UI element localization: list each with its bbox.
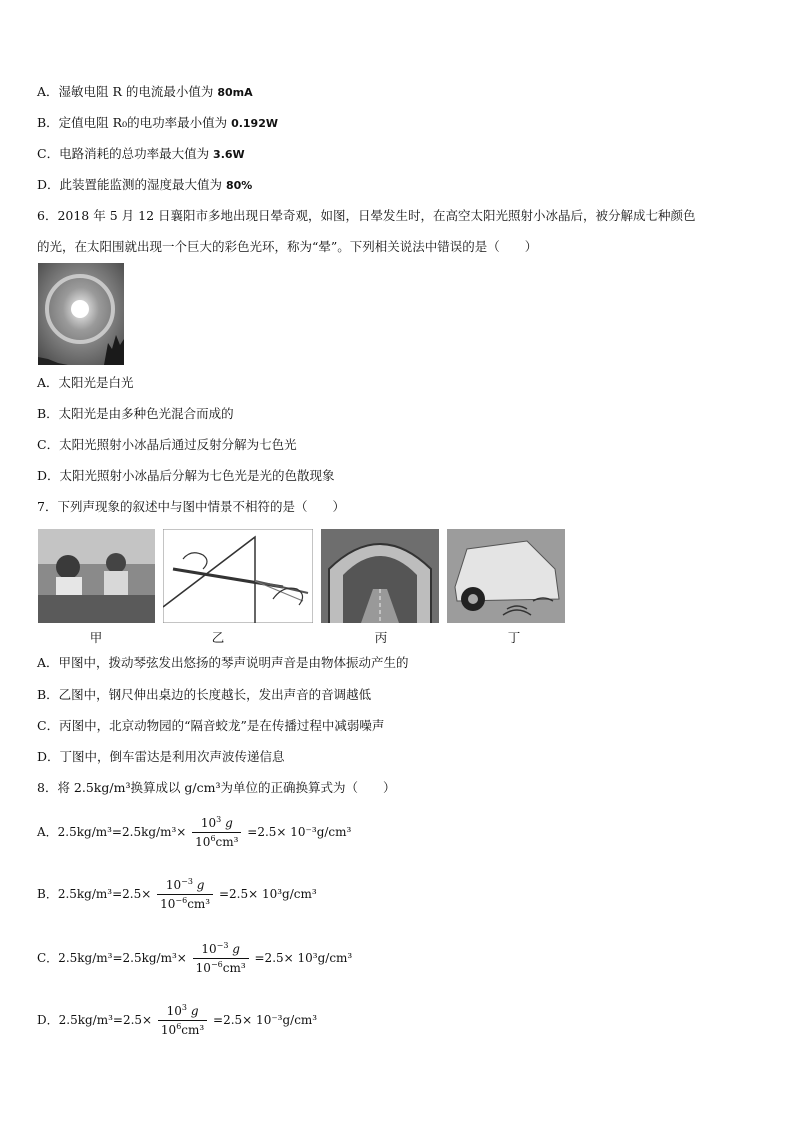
q7-option-b: B．乙图中，钢尺伸出桌边的长度越长，发出声音的音调越低 bbox=[37, 687, 372, 702]
q8-d-fraction: $\frac{10^3 g}{10^6cm^3}$ bbox=[158, 1003, 207, 1038]
q7-option-d: D．丁图中，倒车雷达是利用次声波传递信息 bbox=[37, 749, 285, 764]
steel-ruler-drawing bbox=[163, 529, 313, 623]
q8-option-c: C．2.5kg/m³=2.5kg/m³× $\frac{10^{-3} g}{10^{-6}cm^3}$ =2.5× 10³g/cm³ bbox=[37, 941, 353, 975]
q8-option-a: A．2.5kg/m³=2.5kg/m³× $\frac{10^3 g}{10^6cm^3}$ =2.5× 10⁻³g/cm³ bbox=[37, 815, 352, 849]
car-reverse-radar-photo bbox=[447, 529, 565, 623]
q6-option-c: C．太阳光照射小冰晶后通过反射分解为七色光 bbox=[37, 437, 297, 452]
q5-option-b: B．定值电阻 R₀的电功率最小值为 0.192W bbox=[37, 115, 278, 130]
sun-halo-photo bbox=[38, 263, 124, 365]
caption-jia: 甲 bbox=[89, 630, 103, 645]
caption-bing: 丙 bbox=[374, 630, 388, 645]
q8-option-b: B．2.5kg/m³=2.5× $\frac{10^{-3} g}{10^{-6}cm^3}$ =2.5× 10³g/cm³ bbox=[37, 877, 317, 911]
guzheng-photo bbox=[38, 529, 155, 623]
q7-stem: 7．下列声现象的叙述中与图中情景不相符的是（ ） bbox=[37, 499, 345, 514]
q5-option-a: A．湿敏电阻 R 的电流最小值为 80mA bbox=[37, 84, 253, 99]
q5-option-c: C．电路消耗的总功率最大值为 3.6W bbox=[37, 146, 245, 161]
q7-option-a: A．甲图中，拨动琴弦发出悠扬的琴声说明声音是由物体振动产生的 bbox=[37, 655, 409, 670]
caption-ding: 丁 bbox=[507, 630, 521, 645]
q6-stem-line1: 6．2018 年 5 月 12 日襄阳市多地出现日晕奇观，如图，日晕发生时，在高空太阳光照射小冰晶后，被分解成七种颜色 bbox=[37, 208, 696, 223]
q7-option-c: C．丙图中，北京动物园的“隔音蛟龙”是在传播过程中减弱噪声 bbox=[37, 718, 385, 733]
q8-option-d: D．2.5kg/m³=2.5× $\frac{10^3 g}{10^6cm^3}$ =2.5× 10⁻³g/cm³ bbox=[37, 1003, 318, 1037]
q6-stem-line2: 的光，在太阳围就出现一个巨大的彩色光环，称为“晕”。下列相关说法中错误的是（ ） bbox=[37, 239, 538, 254]
q8-c-fraction: $\frac{10^{-3} g}{10^{-6}cm^3}$ bbox=[193, 941, 249, 976]
q8-stem: 8．将 2.5kg/m³换算成以 g/cm³为单位的正确换算式为（ ） bbox=[37, 780, 396, 795]
sound-barrier-tunnel-photo bbox=[321, 529, 439, 623]
q5-option-d: D．此装置能监测的湿度最大值为 80% bbox=[37, 177, 253, 192]
caption-yi: 乙 bbox=[211, 630, 225, 645]
q6-option-b: B．太阳光是由多种色光混合而成的 bbox=[37, 406, 234, 421]
q6-option-d: D．太阳光照射小冰晶后分解为七色光是光的色散现象 bbox=[37, 468, 335, 483]
q6-option-a: A．太阳光是白光 bbox=[37, 375, 134, 390]
q8-a-fraction: $\frac{10^3 g}{10^6cm^3}$ bbox=[192, 815, 241, 850]
q8-b-fraction: $\frac{10^{-3} g}{10^{-6}cm^3}$ bbox=[157, 877, 213, 912]
